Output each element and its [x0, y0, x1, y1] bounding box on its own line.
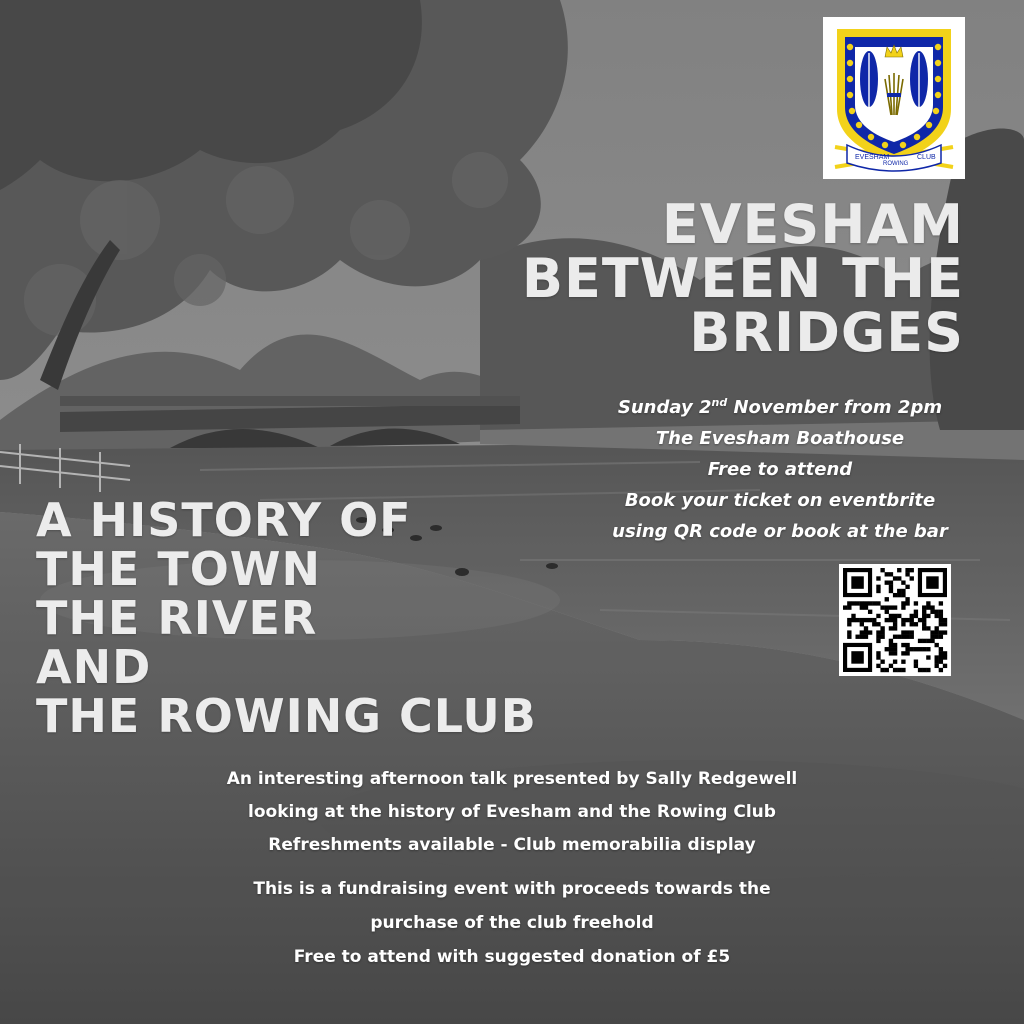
qr-code-icon[interactable] — [839, 564, 951, 676]
title-line-1: EVESHAM — [661, 193, 964, 256]
club-crest-icon — [823, 17, 965, 179]
fundraising-line-1: This is a fundraising event with proceeds towards the — [253, 879, 771, 899]
title-line-3: BRIDGES — [689, 301, 964, 364]
title-line-2: BETWEEN THE — [521, 247, 964, 310]
fundraising-line-2: purchase of the club freehold — [370, 913, 654, 933]
fundraising-info — [112, 872, 912, 974]
booking-line-2: using QR code or book at the bar — [612, 521, 948, 542]
history-line-2: THE TOWN — [36, 542, 322, 596]
event-price: Free to attend — [707, 459, 853, 480]
date-prefix: Sunday 2 — [617, 397, 712, 418]
crest-motto-right: CLUB — [917, 154, 936, 161]
date-ordinal: nd — [711, 396, 728, 409]
talk-line-3: Refreshments available - Club memorabilia display — [268, 835, 756, 855]
history-line-1: A HISTORY OF — [36, 493, 412, 547]
talk-line-2: looking at the history of Evesham and the Rowing Club — [248, 802, 776, 822]
fundraising-line-3: Free to attend with suggested donation of £5 — [293, 947, 731, 967]
event-date — [580, 392, 980, 423]
history-line-3: THE RIVER — [36, 591, 318, 645]
crest-motto-left: EVESHAM — [855, 154, 890, 161]
date-rest: November from 2pm — [727, 397, 943, 418]
history-line-4: AND — [36, 640, 152, 694]
crest-motto-middle: ROWING — [883, 161, 909, 167]
talk-line-1: An interesting afternoon talk presented by Sally Redgewell — [226, 769, 798, 789]
booking-line-1: Book your ticket on eventbrite — [624, 490, 936, 511]
event-title — [444, 193, 964, 364]
talk-info — [112, 763, 912, 862]
history-title — [36, 493, 656, 743]
history-line-5: THE ROWING CLUB — [36, 689, 537, 743]
event-venue: The Evesham Boathouse — [655, 428, 905, 449]
